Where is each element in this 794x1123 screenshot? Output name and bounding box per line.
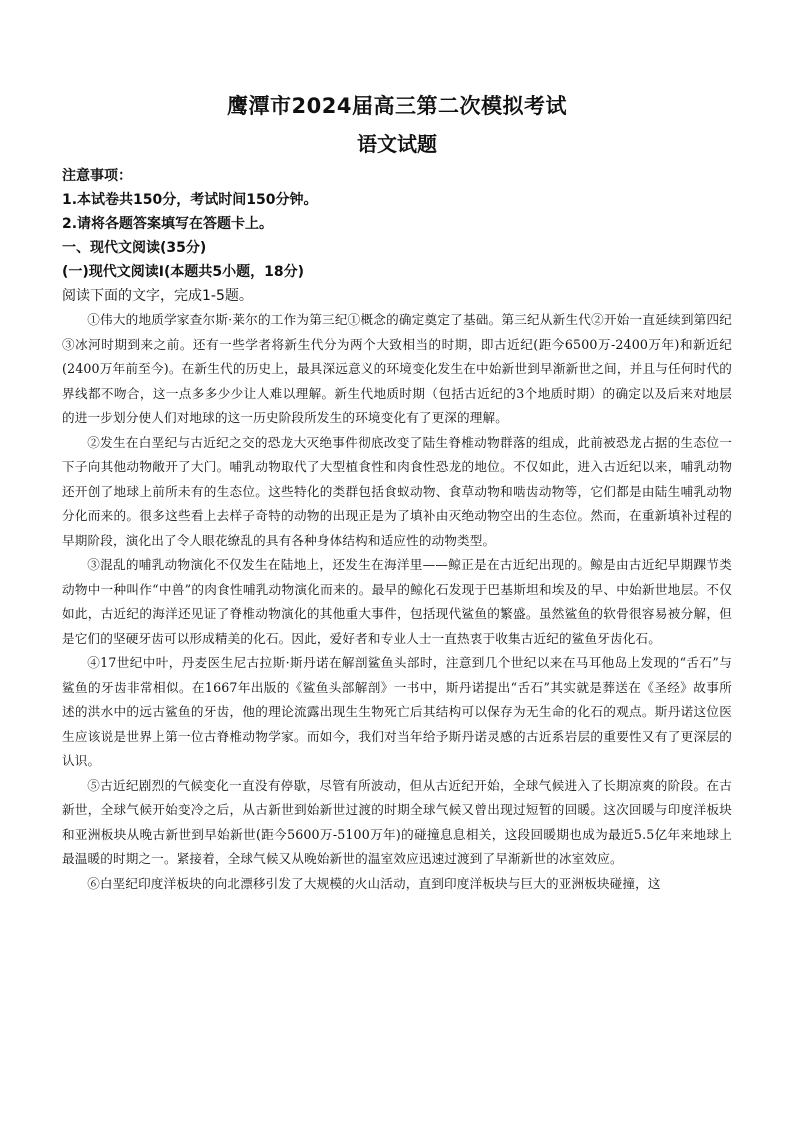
reading-instruction: 阅读下面的文字，完成1-5题。 [62, 288, 253, 304]
paragraph-4: ④17世纪中叶，丹麦医生尼古拉斯·斯丹诺在解剖鲨鱼头部时，注意到几个世纪以来在马耳他岛上发现的“舌石”与鲨鱼的牙齿非常相似。在1667年出版的《鲨鱼头部解剖》一书中，斯丹诺提出“舌石”其实就是葬送在《圣经》故事所述的洪水中的远古鲨鱼的牙齿，他的理论流露出现生生物死亡后其结构可以保存为无生命的化石的观点。斯丹诺这位医生应该说是世界上第一位古脊椎动物学家。而如今，我们对当年给予斯丹诺灵感的古近系岩层的重要性又有了更深层的认识。 [62, 655, 732, 768]
exam-subtitle: 语文试题 [357, 132, 437, 156]
paragraph-1: ①伟大的地质学家查尔斯·莱尔的工作为第三纪①概念的确定奠定了基础。第三纪从新生代②开始一直延续到第四纪③冰河时期到来之前。还有一些学者将新生代分为两个大致相当的时期，即古近纪(距今6500万-2400万年)和新近纪(2400万年前至今)。在新生代的历史上，最具深远意义的环境变化发生在中始新世到早渐新世之间，并且与任何时代的界线都不吻合，这一点多多少少让人难以理解。新生代地质时期（包括古近纪的3个地质时期）的确定以及后来对地层的进一步划分使人们对地球的这一历史阶段所发生的环境变化有了更深的理解。 [62, 312, 732, 425]
section-subheading: (一)现代文阅读Ⅰ(本题共5小题，18分) [62, 264, 305, 280]
paragraph-6: ⑥白垩纪印度洋板块的向北漂移引发了大规模的火山活动，直到印度洋板块与巨大的亚洲板块碰撞，这 [87, 875, 661, 891]
exam-title: 鹰潭市2024届高三第二次模拟考试 [227, 94, 567, 118]
section-heading: 一、现代文阅读(35分) [62, 240, 207, 256]
notes-heading: 注意事项： [62, 168, 132, 184]
paragraph-2: ②发生在白垩纪与古近纪之交的恐龙大灭绝事件彻底改变了陆生脊椎动物群落的组成，此前被恐龙占据的生态位一下子向其他动物敞开了大门。哺乳动物取代了大型植食性和肉食性恐龙的地位。不仅如此，进入古近纪以来，哺乳动物还开创了地球上前所未有的生态位。这些特化的类群包括食蚁动物、食草动物和啮齿动物等，它们都是由陆生哺乳动物分化而来的。很多这些看上去样子奇特的动物的出现正是为了填补由灭绝动物空出的生态位。然而，在重新填补过程的早期阶段，演化出了令人眼花缭乱的具有各种身体结构和适应性的动物类型。 [62, 434, 732, 548]
paragraph-3: ③混乱的哺乳动物演化不仅发生在陆地上，还发生在海洋里——鲸正是在古近纪出现的。鲸是由古近纪早期踝节类动物中一种叫作“中兽”的肉食性哺乳动物演化而来的。最早的鲸化石发现于巴基斯坦和埃及的早、中始新世地层。不仅如此，古近纪的海洋还见证了脊椎动物演化的其他重大事件，包括现代鲨鱼的繁盛。虽然鲨鱼的软骨很容易被分解，但是它们的坚硬牙齿可以形成精美的化石。因此，爱好者和专业人士一直热衷于收集古近纪的鲨鱼牙齿化石。 [62, 557, 732, 646]
note-item-1: 1.本试卷共150分，考试时间150分钟。 [62, 192, 318, 208]
note-item-2: 2.请将各题答案填写在答题卡上。 [62, 216, 274, 232]
paragraph-5: ⑤古近纪剧烈的气候变化一直没有停歇，尽管有所波动，但从古近纪开始，全球气候进入了长期凉爽的阶段。在古新世，全球气候开始变冷之后，从古新世到始新世过渡的时期全球气候又曾出现过短暂的回暖。这次回暖与印度洋板块和亚洲板块从晚古新世到早始新世(距今5600万-5100万年)的碰撞息息相关，这段回暖期也成为最近5.5亿年来地球上最温暖的时期之一。紧接着，全球气候又从晚始新世的温室效应迅速过渡到了早渐新世的冰室效应。 [62, 777, 732, 866]
